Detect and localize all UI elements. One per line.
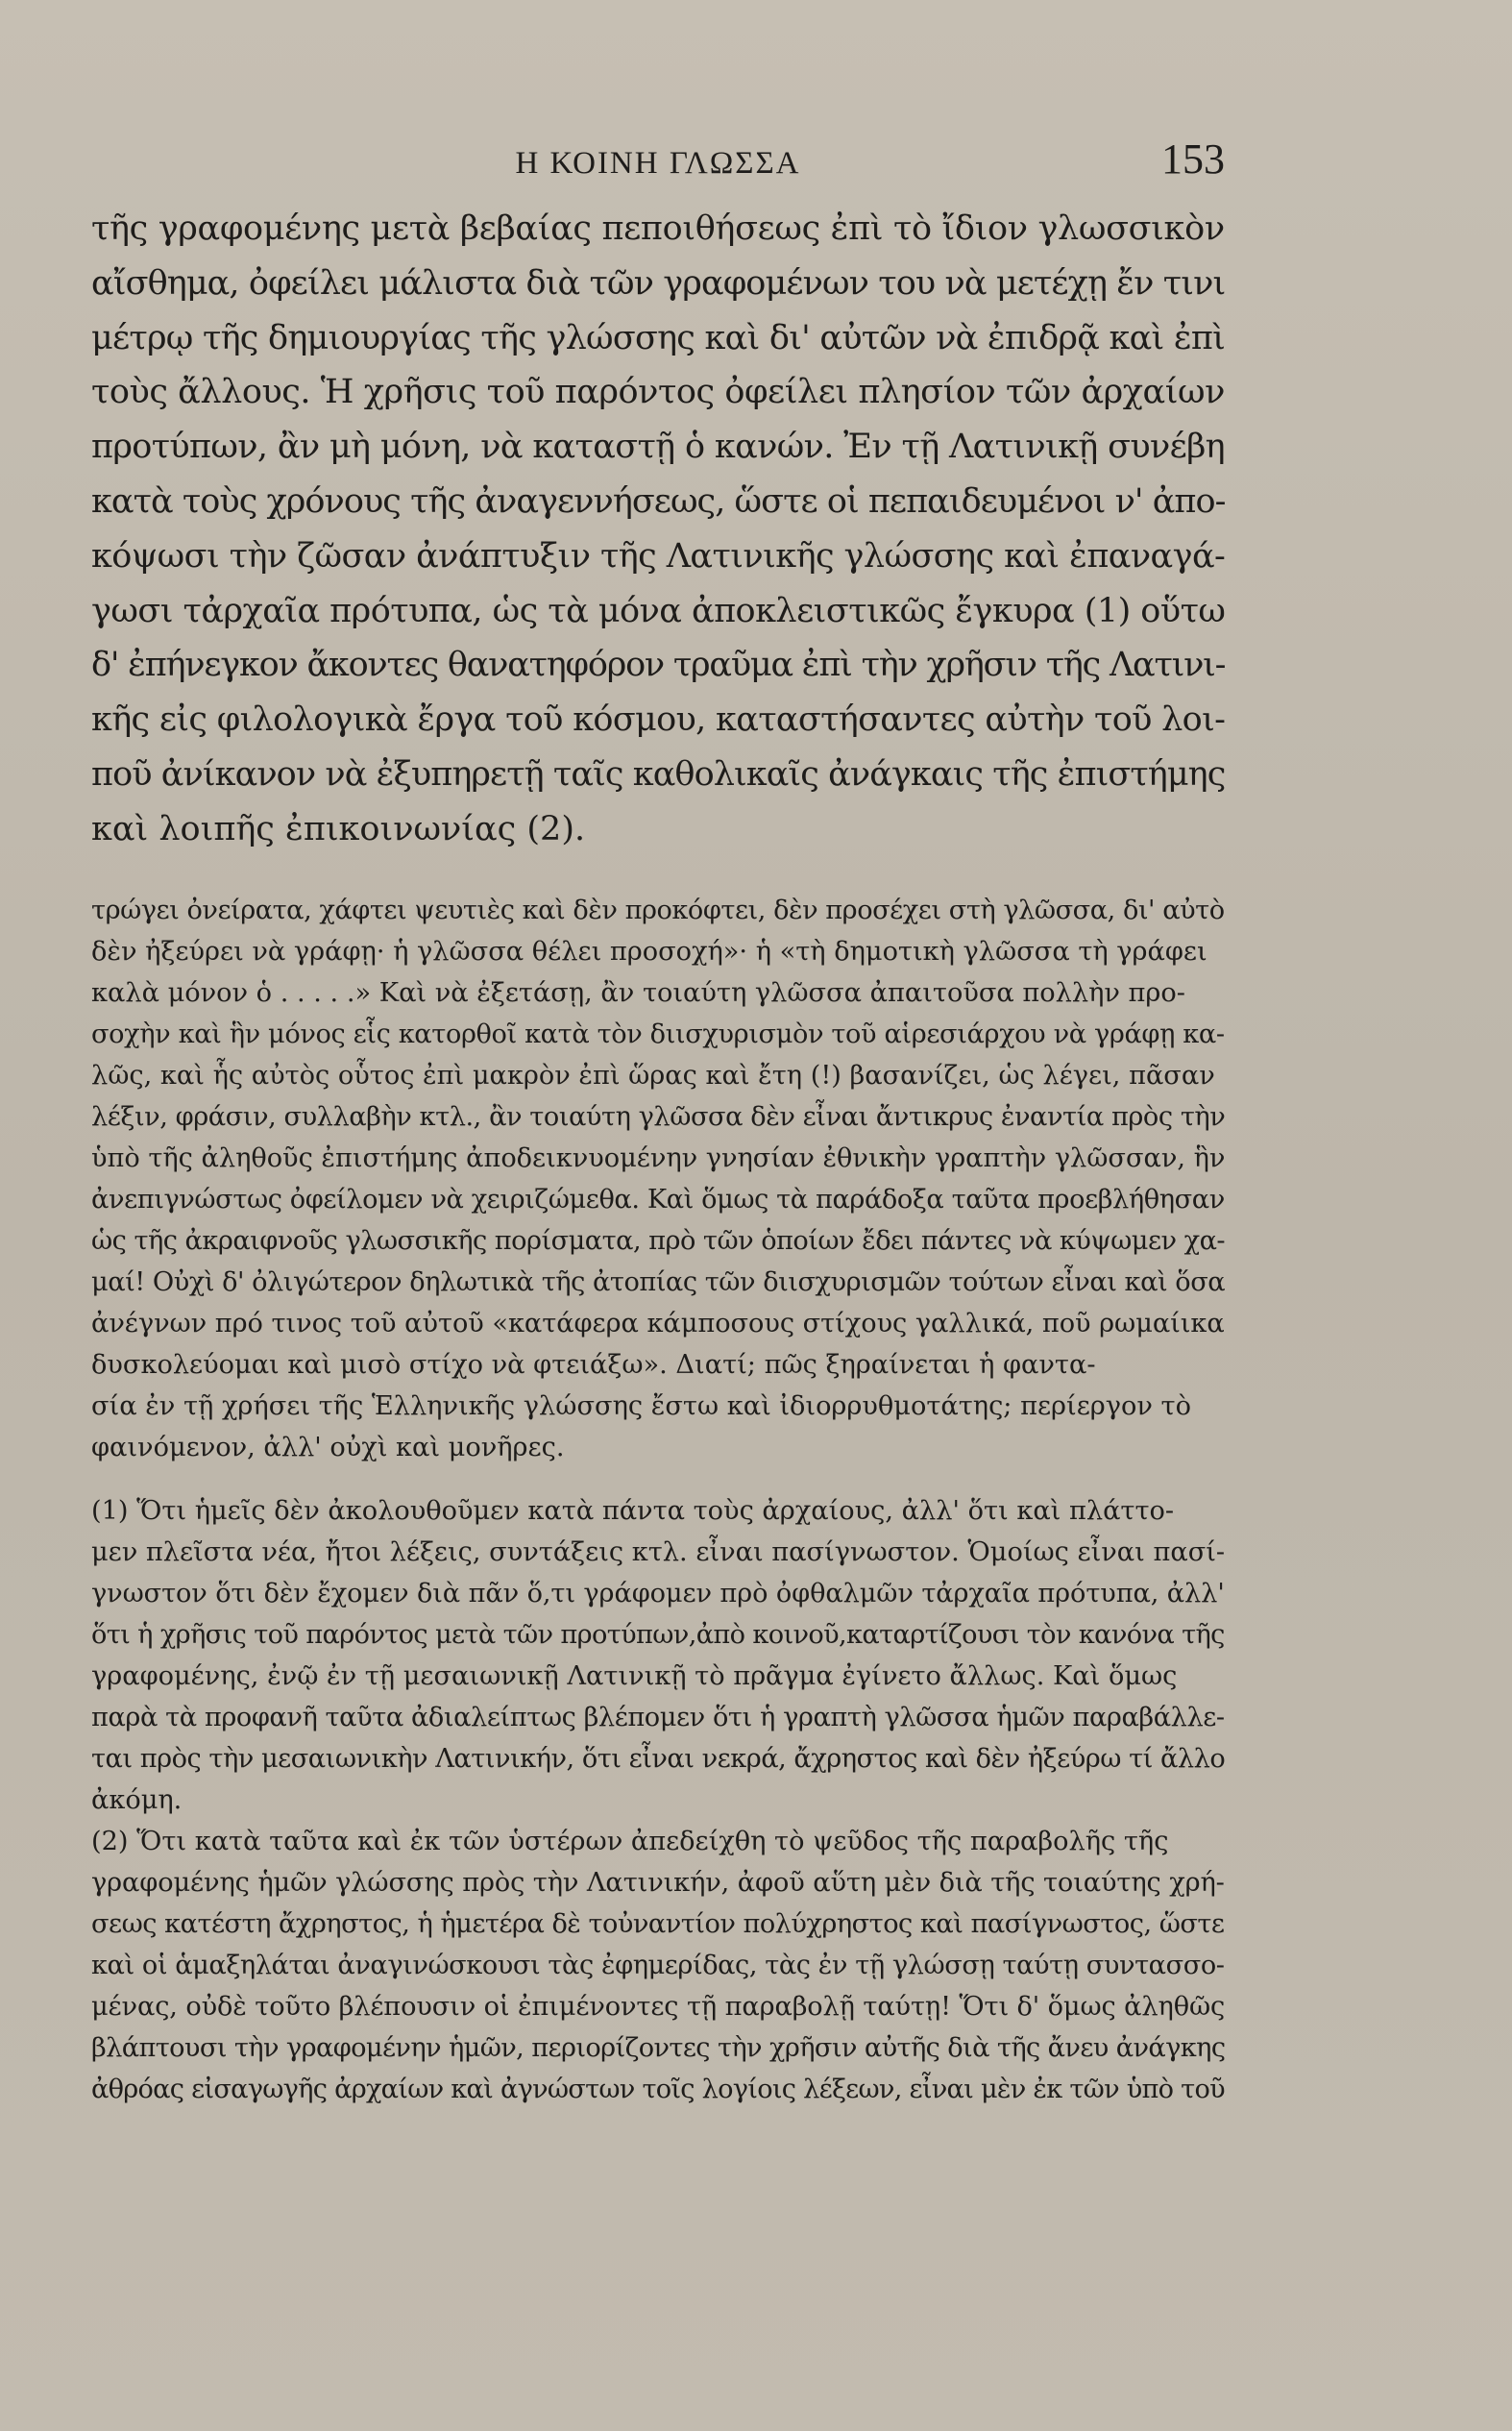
footnote-line: μεν πλεῖστα νέα, ἤτοι λέξεις, συντάξεις κτλ. εἶναι πασίγνωστον. Ὁμοίως εἶναι πασί-: [91, 1537, 1225, 1567]
note-line: φαινόμενον, ἀλλ' οὐχὶ καὶ μονῆρες.: [91, 1433, 565, 1462]
footnote-line: σεως κατέστη ἄχρηστος, ἡ ἡμετέρα δὲ τοὐναντίον πολύχρηστος καὶ πασίγνωστος, ὥστε: [91, 1909, 1225, 1939]
page-number: 153: [1161, 135, 1225, 183]
footnotes: [91, 1490, 1225, 2110]
text-line: μέτρῳ τῆς δημιουργίας τῆς γλώσσης καὶ δι' αὐτῶν νὰ ἐπιδρᾷ καὶ ἐπὶ: [91, 318, 1225, 357]
footnote-line: ται πρὸς τὴν μεσαιωνικὴν Λατινικήν, ὅτι εἶναι νεκρά, ἄχρηστος καὶ δὲν ἠξεύρω τί ἄλλο: [91, 1744, 1225, 1774]
text-line: γωσι τἀρχαῖα πρότυπα, ὡς τὰ μόνα ἀποκλειστικῶς ἔγκυρα (1) οὕτω: [91, 591, 1225, 630]
footnote-line: γραφομένης ἡμῶν γλώσσης πρὸς τὴν Λατινικήν, ἀφοῦ αὕτη μὲν διὰ τῆς τοιαύτης χρή-: [91, 1868, 1225, 1898]
footnote-line: γραφομένης, ἐνῷ ἐν τῇ μεσαιωνικῇ Λατινικῇ τὸ πρᾶγμα ἐγίνετο ἄλλως. Καὶ ὅμως: [91, 1661, 1178, 1691]
footnote-line: ὅτι ἡ χρῆσις τοῦ παρόντος μετὰ τῶν προτύπων,ἀπὸ κοινοῦ,καταρτίζουσι τὸν κανόνα τῆς: [91, 1620, 1225, 1650]
note-line: καλὰ μόνον ὁ . . . . .» Καὶ νὰ ἐξετάσῃ, ἂν τοιαύτη γλῶσσα ἀπαιτοῦσα πολλὴν προ-: [91, 978, 1185, 1008]
note-line: ἀνέγνων πρό τινος τοῦ αὐτοῦ «κατάφερα κάμποσους στίχους γαλλικά, ποῦ ρωμαίικα: [91, 1309, 1225, 1338]
note-line: τρώγει ὀνείρατα, χάφτει ψευτιὲς καὶ δὲν προκόφτει, δὲν προσέχει στὴ γλῶσσα, δι' αὐτὸ: [91, 896, 1225, 925]
text-line: κόψωσι τὴν ζῶσαν ἀνάπτυξιν τῆς Λατινικῆς γλώσσης καὶ ἐπαναγά-: [91, 536, 1225, 576]
note-line: ὑπὸ τῆς ἀληθοῦς ἐπιστήμης ἀποδεικνυομένην γνησίαν ἐθνικὴν γραπτὴν γλῶσσαν, ἣν: [91, 1143, 1225, 1173]
text-line: καὶ λοιπῆς ἐπικοινωνίας (2).: [91, 809, 586, 848]
text-line: δ' ἐπήνεγκον ἄκοντες θανατηφόρον τραῦμα ἐπὶ τὴν χρῆσιν τῆς Λατινι-: [91, 646, 1225, 685]
note-line: σοχὴν καὶ ἣν μόνος εἷς κατορθοῖ κατὰ τὸν διισχυρισμὸν τοῦ αἱρεσιάρχου νὰ γράφῃ κα-: [91, 1019, 1225, 1049]
running-head: Η ΚΟΙΝΗ ΓΛΩΣΣΑ: [515, 146, 801, 181]
footnote-line: ἀκόμη.: [91, 1785, 183, 1815]
text-line: κατὰ τοὺς χρόνους τῆς ἀναγεννήσεως, ὥστε οἱ πεπαιδευμένοι ν' ἀπο-: [91, 481, 1225, 521]
footnote-line: ἀθρόας εἰσαγωγῆς ἀρχαίων καὶ ἀγνώστων τοῖς λογίοις λέξεων, εἶναι μὲν ἐκ τῶν ὑπὸ τοῦ: [91, 2075, 1225, 2104]
footnote-line: βλάπτουσι τὴν γραφομένην ἡμῶν, περιορίζοντες τὴν χρῆσιν αὐτῆς διὰ τῆς ἄνευ ἀνάγκης: [91, 2033, 1225, 2063]
footnote-line: γνωστον ὅτι δὲν ἔχομεν διὰ πᾶν ὅ,τι γράφομεν πρὸ ὀφθαλμῶν τἀρχαῖα πρότυπα, ἀλλ': [91, 1579, 1225, 1608]
text-line: ποῦ ἀνίκανον νὰ ἐξυπηρετῇ ταῖς καθολικαῖς ἀνάγκαις τῆς ἐπιστήμης: [91, 754, 1225, 794]
text-line: τῆς γραφομένης μετὰ βεβαίας πεποιθήσεως ἐπὶ τὸ ἴδιον γλωσσικὸν: [91, 209, 1225, 248]
text-line: προτύπων, ἂν μὴ μόνη, νὰ καταστῇ ὁ κανών. Ἐν τῇ Λατινικῇ συνέβη: [91, 428, 1225, 467]
footnote-line: παρὰ τὰ προφανῆ ταῦτα ἀδιαλείπτως βλέπομεν ὅτι ἡ γραπτὴ γλῶσσα ἡμῶν παραβάλλε-: [91, 1703, 1225, 1732]
text-line: κῆς εἰς φιλολογικὰ ἔργα τοῦ κόσμου, καταστήσαντες αὐτὴν τοῦ λοι-: [91, 700, 1225, 740]
footnote-line: (2) Ὅτι κατὰ ταῦτα καὶ ἐκ τῶν ὑστέρων ἀπεδείχθη τὸ ψεῦδος τῆς παραβολῆς τῆς: [91, 1827, 1169, 1856]
note-line: ὡς τῆς ἀκραιφνοῦς γλωσσικῆς πορίσματα, πρὸ τῶν ὁποίων ἔδει πάντες νὰ κύψωμεν χα-: [91, 1226, 1225, 1256]
note-line: λέξιν, φράσιν, συλλαβὴν κτλ., ἂν τοιαύτη γλῶσσα δὲν εἶναι ἄντικρυς ἐναντία πρὸς τὴν: [91, 1102, 1225, 1132]
main-text: [91, 202, 1225, 857]
continued-footnote: [91, 890, 1225, 1468]
note-line: μαί! Οὐχὶ δ' ὀλιγώτερον δηλωτικὰ τῆς ἀτοπίας τῶν διισχυρισμῶν τούτων εἶναι καὶ ὅσα: [91, 1267, 1225, 1297]
footnote-line: (1) Ὅτι ἡμεῖς δὲν ἀκολουθοῦμεν κατὰ πάντα τοὺς ἀρχαίους, ἀλλ' ὅτι καὶ πλάττο-: [91, 1496, 1175, 1526]
note-line: λῶς, καὶ ἧς αὐτὸς οὗτος ἐπὶ μακρὸν ἐπὶ ὥρας καὶ ἔτη (!) βασανίζει, ὡς λέγει, πᾶσαν: [91, 1061, 1215, 1091]
note-line: δὲν ἠξεύρει νὰ γράφῃ· ἡ γλῶσσα θέλει προσοχή»· ἡ «τὴ δημοτικὴ γλῶσσα τὴ γράφει: [91, 937, 1207, 967]
footnote-line: μένας, οὐδὲ τοῦτο βλέπουσιν οἱ ἐπιμένοντες τῇ παραβολῇ ταύτῃ! Ὅτι δ' ὅμως ἀληθῶς: [91, 1992, 1225, 2022]
note-line: ἀνεπιγνώστως ὀφείλομεν νὰ χειριζώμεθα. Καὶ ὅμως τὰ παράδοξα ταῦτα προεβλήθησαν: [91, 1185, 1225, 1215]
text-line: αἴσθημα, ὀφείλει μάλιστα διὰ τῶν γραφομένων του νὰ μετέχῃ ἔν τινι: [91, 263, 1225, 303]
footnote-line: καὶ οἱ ἁμαξηλάται ἀναγινώσκουσι τὰς ἐφημερίδας, τὰς ἐν τῇ γλώσσῃ ταύτῃ συντασσο-: [91, 1951, 1225, 1980]
note-line: σία ἐν τῇ χρήσει τῆς Ἑλληνικῆς γλώσσης ἔστω καὶ ἰδιορρυθμοτάτης; περίεργον τὸ: [91, 1391, 1191, 1421]
note-line: δυσκολεύομαι καὶ μισὸ στίχο νὰ φτειάξω». Διατί; πῶς ξηραίνεται ἡ φαντα-: [91, 1350, 1096, 1380]
text-line: τοὺς ἄλλους. Ἡ χρῆσις τοῦ παρόντος ὀφείλει πλησίον τῶν ἀρχαίων: [91, 373, 1225, 412]
page-header: [91, 135, 1225, 192]
